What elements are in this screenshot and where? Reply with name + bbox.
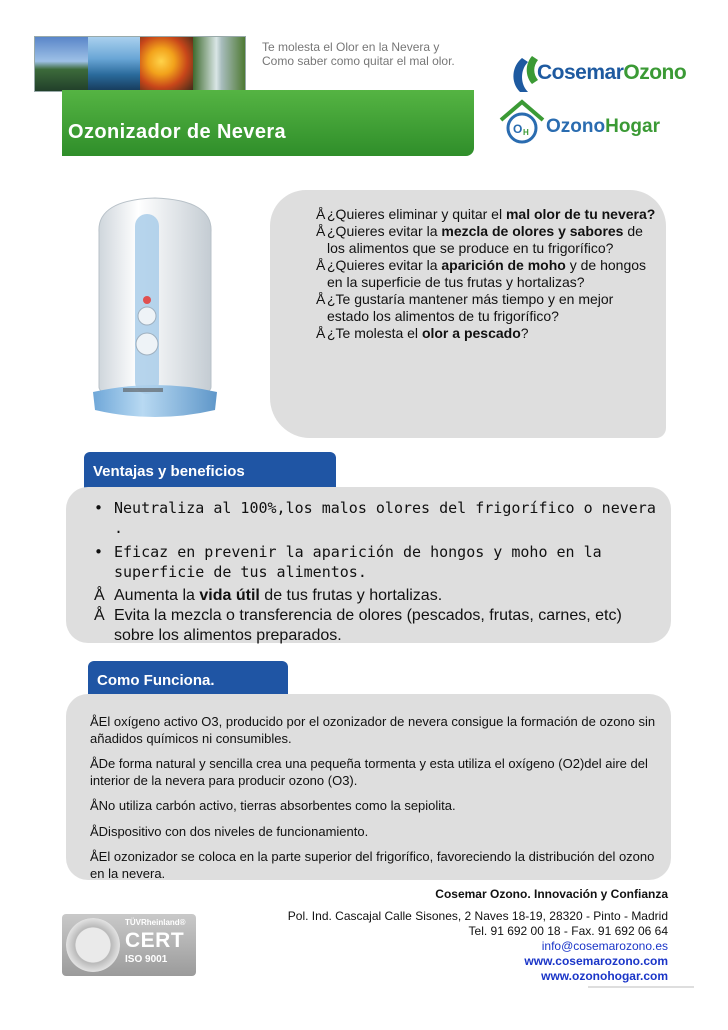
item-text: Neutraliza al 100%,los malos olores del frigorífico o nevera .: [114, 499, 656, 537]
question-item: [316, 223, 656, 257]
ventaja-item: [92, 606, 662, 646]
svg-text:O: O: [513, 122, 523, 136]
ozonohogar-logo-text: [546, 116, 660, 138]
bullet-mark: Å: [316, 291, 326, 307]
photo-trees: [88, 37, 141, 91]
item-text: ¿Quieres evitar la: [327, 223, 442, 239]
como-funciona-item: ÅEl oxígeno activo O3, producido por el ozonizador de nevera consigue la formación de ozono sin añadidos químicos ni consumibles.: [90, 714, 656, 746]
cosemar-logo-text: [537, 61, 686, 85]
bullet-mark: •: [94, 499, 104, 517]
ventajas-list: [92, 498, 662, 646]
question-item: [316, 291, 656, 325]
header-tagline: [262, 40, 455, 68]
logo-secondary-part1: Ozono: [546, 116, 606, 137]
item-text: Evita la mezcla o transferencia de olores (pescados, frutas, carnes, etc) sobre los alimentos preparados.: [114, 607, 622, 644]
header-photo-strip: [34, 36, 246, 92]
item-text: ¿Te gustaría mantener más tiempo y en mejor estado los alimentos de tu frigorífico?: [327, 291, 614, 324]
question-item: [316, 325, 656, 342]
item-text: de los alimentos que se produce en tu frigorífico?: [327, 223, 643, 256]
cert-brand: TÜVRheinland®: [125, 918, 186, 927]
item-text: ?: [520, 325, 529, 341]
emphasis-text: mal olor de tu nevera?: [505, 206, 656, 222]
item-text: Eficaz en prevenir la aparición de hongos y moho en la superficie de tus alimentos.: [114, 543, 602, 581]
ozonohogar-house-icon: [497, 98, 547, 146]
logo-secondary-part2: Hogar: [605, 116, 661, 137]
photo-waterfall: [193, 37, 246, 91]
ventaja-item: [92, 498, 662, 538]
tagline-line-1: Te molesta el Olor en la Nevera y: [262, 40, 440, 54]
ozonizer-product-image: [85, 192, 225, 422]
photo-lake: [35, 37, 88, 91]
emphasis-text: olor a pescado: [421, 325, 521, 341]
question-item: [316, 206, 656, 223]
ventaja-item: [92, 542, 662, 582]
item-text: y de hongos en la superficie de tus frutas y hortalizas?: [327, 257, 647, 290]
tagline-line-2: Como saber como quitar el mal olor.: [262, 54, 455, 68]
como-funciona-item: ÅDe forma natural y sencilla crea una pequeña tormenta y esta utiliza el oxígeno (O2)del aire del interior de la nevera para producir ozono (O3).: [90, 756, 648, 788]
como-funciona-item: ÅDispositivo con dos niveles de funcionamiento.: [90, 824, 369, 839]
como-funciona-item: ÅEl ozonizador se coloca en la parte superior del frigorífico, favoreciendo la distribución del ozono en la nevera.: [90, 849, 655, 881]
emphasis-text: vida útil: [199, 587, 260, 604]
bullet-mark: •: [94, 543, 104, 561]
bullet-mark: Å: [94, 587, 105, 604]
emphasis-text: aparición de moho: [441, 257, 566, 273]
bullet-mark: Å: [94, 607, 105, 624]
footer-phone: Tel. 91 692 00 18 - Fax. 91 692 06 64: [468, 924, 668, 938]
question-item: [316, 257, 656, 291]
item-text: ¿Te molesta el: [327, 325, 422, 341]
emphasis-text: mezcla de olores y sabores: [441, 223, 624, 239]
footer-email-link[interactable]: info@cosemarozono.es: [541, 939, 668, 953]
svg-text:H: H: [523, 128, 529, 137]
item-text: de tus frutas y hortalizas.: [259, 587, 443, 604]
item-text: ¿Quieres eliminar y quitar el: [327, 206, 506, 222]
footer-divider: [588, 986, 694, 988]
logo-primary-part1: Cosemar: [537, 61, 624, 84]
page-title: Ozonizador de Nevera: [68, 121, 287, 143]
bullet-mark: Å: [316, 257, 326, 273]
cert-label: CERT: [125, 929, 185, 952]
como-funciona-item: ÅNo utiliza carbón activo, tierras absorbentes como la sepiolita.: [90, 798, 456, 813]
footer-web-cosemar-link[interactable]: www.cosemarozono.com: [524, 954, 668, 968]
footer-slogan: Cosemar Ozono. Innovación y Confianza: [435, 887, 668, 901]
ventajas-heading: Ventajas y beneficios: [84, 452, 336, 488]
footer-contact: [288, 887, 668, 984]
photo-flowers: [140, 37, 193, 91]
tuv-seal-icon: [66, 918, 120, 972]
bullet-mark: Å: [316, 223, 326, 239]
como-funciona-list: [90, 713, 660, 890]
questions-list: [316, 206, 656, 342]
como-funciona-heading: Como Funciona.: [88, 661, 288, 697]
item-text: Aumenta la: [114, 587, 200, 604]
logo-primary-part2: Ozono: [623, 61, 687, 84]
cert-standard: ISO 9001: [125, 954, 168, 965]
ventaja-item: [92, 586, 662, 606]
footer-web-ozonohogar-link[interactable]: www.ozonohogar.com: [541, 969, 668, 983]
item-text: ¿Quieres evitar la: [327, 257, 442, 273]
bullet-mark: Å: [316, 206, 326, 222]
bullet-mark: Å: [316, 325, 326, 341]
footer-address: Pol. Ind. Cascajal Calle Sisones, 2 Naves 18-19, 28320 - Pinto - Madrid: [287, 909, 668, 923]
